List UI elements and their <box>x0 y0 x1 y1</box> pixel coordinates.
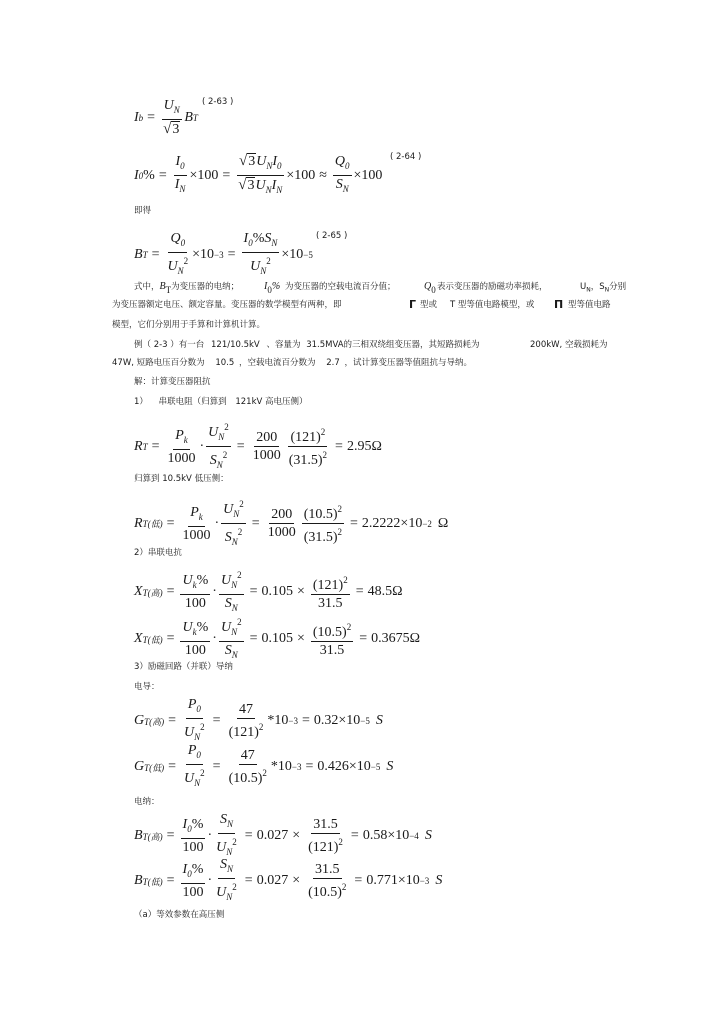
equation-number: ( 2-64 ) <box>390 152 422 162</box>
paragraph-line <box>112 357 472 369</box>
fraction: $\frac{(121)^2}{(31.5)^2}$ <box>288 427 328 468</box>
solution-heading: 解：计算变压器阻抗 <box>134 377 211 387</box>
paragraph-line <box>134 281 239 296</box>
text-susceptance: 电纳： <box>134 797 160 807</box>
text-conductance: 电导： <box>134 682 160 692</box>
formula-symbol: B <box>184 109 193 125</box>
formula-rt-high: R T = $\frac{P_k}{1000}$ · $\frac{U_N^2}{S_N^2}$ = $\frac{200}{1000}$ $\frac{(121)^2}{(31.5)^2}$ = 2.95Ω <box>134 420 382 473</box>
formula-xt-high: X T(高) = $\frac{U_k\%}{100}$ · $\frac{U_N^2}{S_N}$ = 0.105 × $\frac{(121)^2}{31.5}$ = 48.5Ω <box>134 570 403 613</box>
step-heading <box>134 396 308 408</box>
superscript: 2 <box>183 256 189 266</box>
text-run: 表示变压器的励磁功率损耗， <box>437 282 548 292</box>
step-heading: 3）励磁回路（并联）导纳 <box>134 662 233 672</box>
result-value: 0.426×10 <box>317 759 371 774</box>
formula-symbol: I <box>175 154 181 169</box>
inline-symbol: Q0 <box>424 281 436 295</box>
equation-number: ( 2-65 ) <box>316 231 348 241</box>
text-run: 31.5MVA的三相双绕组变压器，其短路损耗为 <box>306 340 480 350</box>
text-run: 、容量为 <box>266 340 301 350</box>
formula-subscript: 0 <box>180 161 185 171</box>
percent-sign: % <box>143 167 155 183</box>
times-100: ×100 <box>286 167 316 183</box>
approx-sign: ≈ <box>319 167 327 183</box>
fraction <box>333 154 352 197</box>
pi-symbol: Π <box>554 298 564 311</box>
inline-symbol: BT <box>159 281 172 295</box>
formula-bt-low: B T(低) = $\frac{I_0\%}{100}$ · $\frac{S_N}{U_N^2}$ = 0.027 × $\frac{31.5}{(10.5)^2}$ = 0.771×10 −3 S <box>134 857 443 902</box>
times-power: ×10 <box>192 247 215 262</box>
text-run: T 型等值电路模型，或 <box>450 300 535 310</box>
formula-2-64: I 0 % = $\frac{I_0}{I_N}$ ×100 = √ 3 $U_NI_0$ √ 3 $U_NI_N$ ×100 ≈ $\frac{Q_0}{S_N}$ ×100 <box>134 153 382 198</box>
text-run: 121kV 高电压侧） <box>235 397 308 407</box>
fraction: $\frac{200}{1000}$ <box>252 430 281 463</box>
formula-symbol: U <box>163 98 174 113</box>
formula-2-65: B T = $\frac{Q_0}{U_N^2}$ ×10 −3 = $\frac{I_0\%S_N}{U_N^2}$ ×10 −5 <box>134 231 313 279</box>
text-run: 为变压器的空载电流百分值； <box>285 282 396 292</box>
formula-symbol: Q <box>170 231 181 246</box>
formula-subscript: T <box>192 112 198 123</box>
text-run: 47W, 短路电压百分数为 <box>112 358 205 368</box>
fraction: $\frac{U_N^2}{S_N^2}$ <box>208 422 229 470</box>
result-value: 2.95Ω <box>346 438 382 454</box>
text-jide: 即得 <box>134 206 152 216</box>
formula-subscript: T <box>142 441 148 452</box>
formula-subscript: N <box>173 105 180 115</box>
paragraph-line: 模型，它们分别用于手算和计算机计算。 <box>112 320 266 330</box>
formula-subscript: 0 <box>138 170 144 181</box>
text-run: ，空载电流百分数为 <box>238 358 316 368</box>
exponent: −5 <box>303 250 313 260</box>
text-run: 2.7 <box>326 358 340 368</box>
text-run: 10.5 <box>215 358 235 368</box>
times-100: ×100 <box>189 167 219 183</box>
fraction: √ 3 $U_NI_0$ √ 3 $U_NI_N$ <box>238 153 283 195</box>
step-heading: 2）串联电抗 <box>134 548 182 558</box>
text-run: 1） <box>134 397 148 407</box>
exponent: −3 <box>214 250 224 260</box>
result-value: 0.58×10 <box>362 828 410 843</box>
fraction: $\frac{P_k}{1000}$ <box>167 427 196 466</box>
formula-xt-low: X T(低) = $\frac{U_k\%}{100}$ · $\frac{U_N^2}{S_N}$ = 0.105 × $\frac{(10.5)^2}{31.5}$ = 0.3675Ω <box>134 617 421 660</box>
result-value: 0.771×10 <box>366 873 420 888</box>
formula-rt-low: R T(低) = $\frac{P_k}{1000}$ · $\frac{U_N^2}{S_N^2}$ = $\frac{200}{1000}$ $\frac{(10.5)^2}{(31.5)^2}$ = 2.2222×10 −2 Ω <box>134 499 449 547</box>
paragraph-line <box>134 339 480 351</box>
text-run: 为变压器额定电压、额定容量。变压器的数学模型有两种，即 <box>112 300 342 310</box>
formula-symbol: S <box>335 177 343 192</box>
caption-high-side: （a）等效参数在高压侧 <box>134 910 225 920</box>
text-run: 串联电阻（归算到 <box>158 397 227 407</box>
fraction: $U_N$ √ 3 <box>163 98 180 137</box>
formula-subscript: N <box>177 266 184 276</box>
formula-subscript: N <box>342 184 349 194</box>
formula-number: 3 <box>172 122 180 137</box>
formula-symbol: Q <box>334 154 346 169</box>
text-low-side: 归算到 10.5kV 低压侧： <box>134 474 229 484</box>
formula-gt-low: G T(低) = $\frac{P_0}{U_N^2}$ = $\frac{47}{(10.5)^2}$ *10 −3 = 0.426×10 −5 S <box>134 743 394 788</box>
formula-subscript: b <box>138 112 144 123</box>
formula-symbol: R <box>134 438 143 454</box>
formula-symbol: I <box>134 109 139 125</box>
times-100: ×100 <box>353 167 383 183</box>
result-value: 2.2222×10 <box>361 515 423 531</box>
formula-gt-high: G T(高) = $\frac{P_0}{U_N^2}$ = $\frac{47}{(121)^2}$ *10 −3 = 0.32×10 −5 S <box>134 697 383 742</box>
text-run: 型等值电路 <box>568 300 611 310</box>
text-run: 例（ 2-3 ）有一台 <box>134 340 205 350</box>
result-value: 0.3675Ω <box>371 631 421 646</box>
formula-subscript: 0 <box>180 238 186 248</box>
formula-subscript: T <box>142 250 148 260</box>
formula-2-63: I b = $U_N$ √ 3 B T <box>134 98 198 137</box>
times-power: ×10 <box>281 247 304 262</box>
result-value: 48.5Ω <box>367 584 403 599</box>
fraction <box>173 154 188 197</box>
text-run: 121/10.5kV <box>211 340 260 350</box>
text-run: $U_N$，$S_N$分别 <box>580 282 627 294</box>
text-run: 式中， <box>134 282 160 292</box>
formula-symbol: B <box>134 247 143 262</box>
inline-symbol: I0% <box>264 281 281 295</box>
text-run: ，试计算变压器等值阻抗与导纳。 <box>344 358 472 368</box>
gamma-symbol: Γ <box>409 298 417 311</box>
formula-bt-high: B T(高) = $\frac{I_0\%}{100}$ · $\frac{S_N}{U_N^2}$ = 0.027 × $\frac{31.5}{(121)^2}$ = 0.58×10 −4 S <box>134 812 432 857</box>
formula-symbol: I <box>134 167 139 183</box>
formula-subscript: 0 <box>345 161 350 171</box>
formula-symbol: I <box>174 177 180 192</box>
fraction: $\frac{I_0\%S_N}{U_N^2}$ <box>243 231 278 276</box>
formula-symbol: U <box>167 259 178 274</box>
equation-number: ( 2-63 ) <box>202 97 234 107</box>
formula-subscript: N <box>179 184 186 194</box>
result-value: 0.32×10 <box>313 713 361 728</box>
fraction <box>165 231 190 279</box>
text-run: 为变压器的电纳； <box>171 282 240 292</box>
text-run: 型或 <box>420 300 438 310</box>
text-run: 200kW, 空载损耗为 <box>530 340 608 350</box>
